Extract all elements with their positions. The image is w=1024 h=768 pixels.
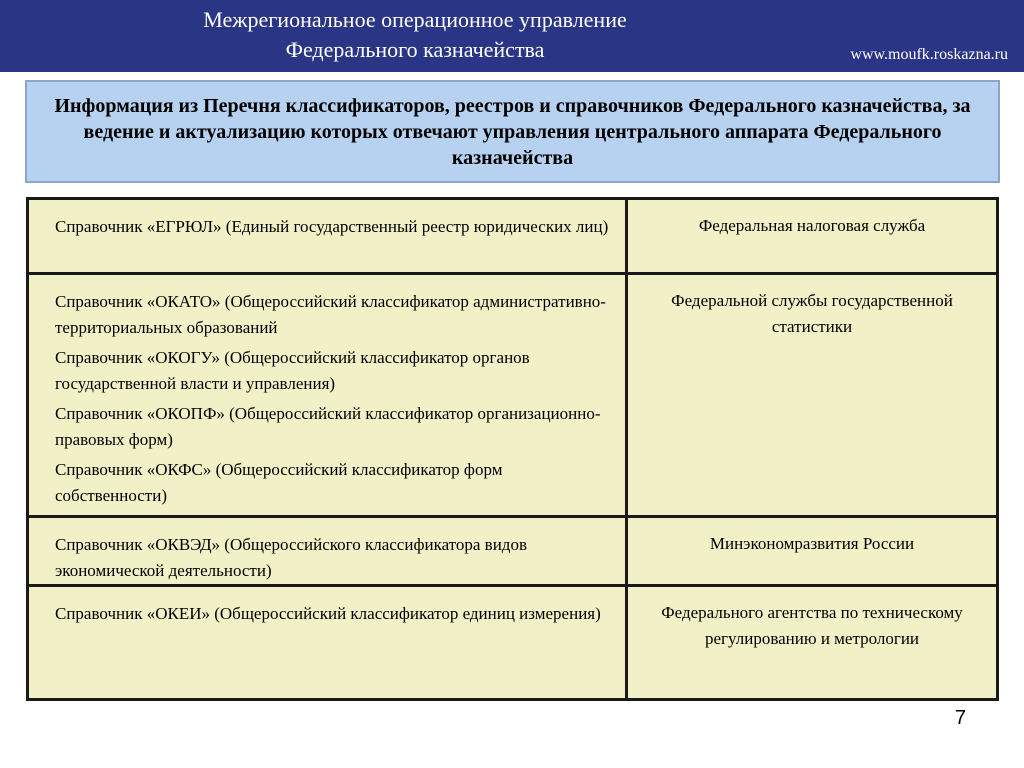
page-number: 7 [954,707,966,729]
directory-entry: Справочник «ОКФС» (Общероссийский классификатор форм собственности) [55,460,503,505]
header-bar [0,0,1024,72]
directory-entry: Справочник «ОКОГУ» (Общероссийский классификатор органов государственной власти и управления) [55,348,530,393]
header-title-line1: Межрегиональное операционное управление [203,7,627,32]
directory-entry: Справочник «ОКВЭД» (Общероссийского классификатора видов экономической деятельности) [55,535,527,580]
info-text: Информация из Перечня классификаторов, реестров и справочников Федерального казначейства, за ведение и актуализацию которых отвечают управления центрального аппарата Федерального казначейства [54,94,971,169]
table-cell-directory [29,587,628,698]
directory-entry: Справочник «ОКЕИ» (Общероссийский классификатор единиц измерения) [55,604,601,623]
table-cell-agency: Минэкономразвития России [709,534,915,553]
table-cell-agency: Федерального агентства по техническому регулированию и метрологии [661,603,963,648]
table-row [29,200,996,275]
table-cell-agency: Федеральная налоговая служба [698,216,926,235]
classifier-table [26,197,999,701]
table-cell-directory [29,275,628,515]
info-box [25,80,1000,183]
table-row [29,275,996,518]
table-cell-directory [29,200,628,272]
directory-entry: Справочник «ОКОПФ» (Общероссийский классификатор организационно-правовых форм) [55,404,601,449]
table-cell-directory [29,518,628,584]
header-url[interactable]: www.moufk.roskazna.ru [850,46,1008,63]
directory-entry: Справочник «ЕГРЮЛ» (Единый государственный реестр юридических лиц) [55,217,609,236]
header-title [0,5,830,65]
table-row [29,518,996,587]
header-title-line2: Федерального казначейства [285,37,545,62]
table-row [29,587,996,698]
directory-entry: Справочник «ОКАТО» (Общероссийский классификатор административно-территориальных образований [55,292,606,337]
table-cell-agency: Федеральной службы государственной статистики [671,291,953,336]
